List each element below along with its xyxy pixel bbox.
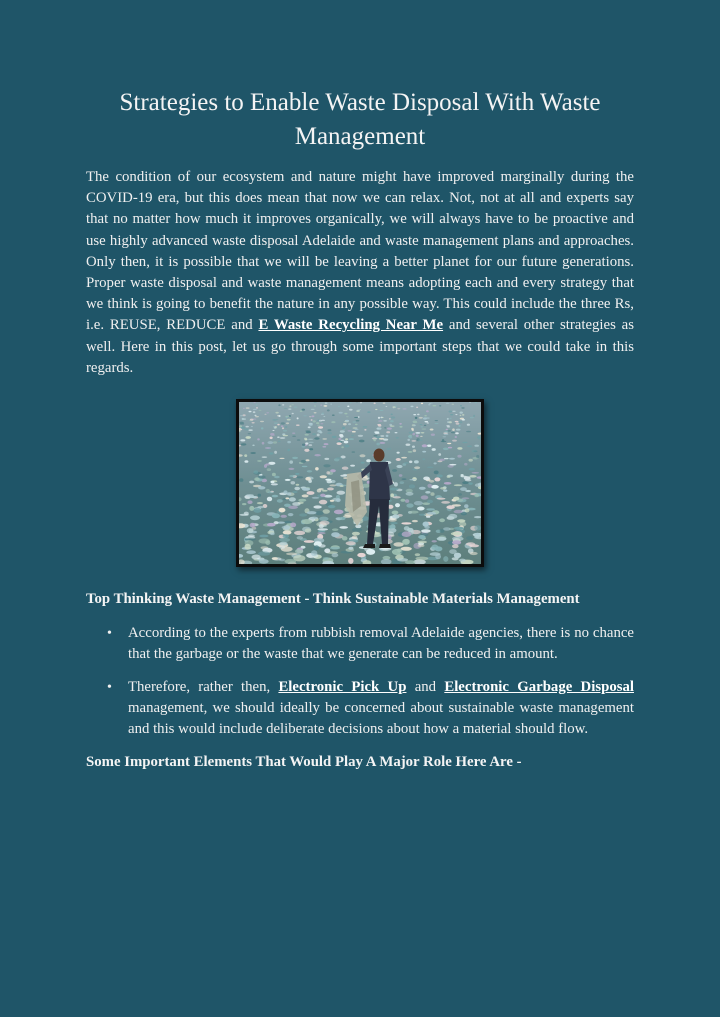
list-item [128, 623, 634, 665]
electronic-garbage-disposal-link[interactable]: Electronic Garbage Disposal [444, 679, 634, 695]
intro-text-part-2: and several other strategies as well. Here in this post, let us go through some important steps that we could take in this regards. [86, 317, 634, 375]
section-heading: Top Thinking Waste Management - Think Sustainable Materials Management [86, 589, 634, 610]
document-page [0, 86, 720, 1017]
waste-photo-frame [236, 399, 484, 567]
bullet-text-a: Therefore, rather then, [128, 679, 278, 695]
e-waste-recycling-link[interactable]: E Waste Recycling Near Me [258, 317, 443, 333]
bullet-list [86, 623, 634, 740]
electronic-pick-up-link[interactable]: Electronic Pick Up [278, 679, 406, 695]
intro-text-part-1: The condition of our ecosystem and nature might have improved marginally during the COVID-19 era, but this does mean that now we can relax. Not, not at all and experts say that no matter how much it improves organically, we will always have to be proactive and use highly advanced waste disposal Adelaide and waste management plans and approaches. Only then, it is possible that we will be leaving a better planet for our future generations. Proper waste disposal and waste management means adopting each and every strategy that we think is going to benefit the nature in any possible way. This could include the three Rs, i.e. REUSE, REDUCE and [86, 169, 634, 333]
intro-paragraph [86, 167, 634, 379]
bullet-icon: • [107, 623, 112, 644]
closing-heading: Some Important Elements That Would Play A Major Role Here Are - [86, 752, 634, 773]
bullet-text-c: management, we should ideally be concerned about sustainable waste management and this would include deliberate decisions about how a material should flow. [128, 700, 634, 737]
bullet-icon: • [107, 677, 112, 698]
bullet-text-b: and [406, 679, 444, 695]
plastic-waste-photo [239, 402, 481, 564]
list-item [128, 677, 634, 740]
page-title: Strategies to Enable Waste Disposal With Waste Management [86, 86, 634, 154]
bullet-text: According to the experts from rubbish removal Adelaide agencies, there is no chance that the garbage or the waste that we generate can be reduced in amount. [128, 625, 634, 662]
